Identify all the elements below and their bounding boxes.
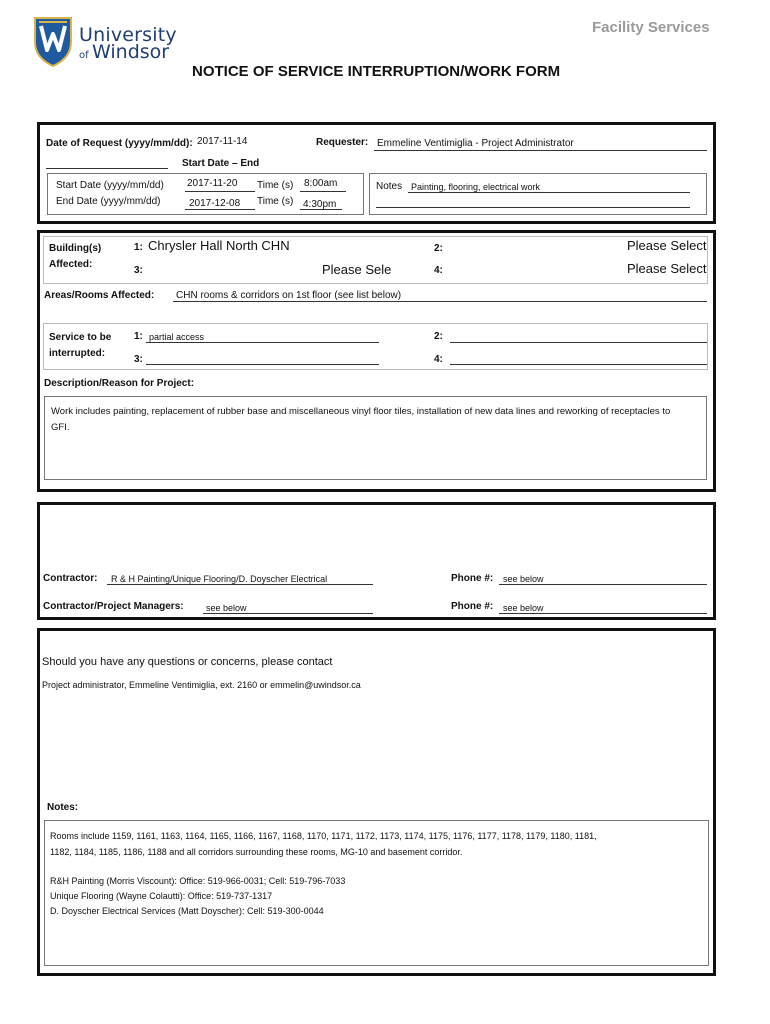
- end-time-label: Time (s): [257, 196, 294, 207]
- service-3-field[interactable]: [146, 364, 379, 365]
- end-date-underline: [185, 209, 255, 210]
- description-text: Work includes painting, replacement of rubber base and miscellaneous vinyl floor tiles, installation of new data lines and reworking of receptacles to GFI.: [51, 406, 671, 433]
- start-end-label: Start Date – End: [182, 158, 260, 169]
- buildings-label-line1: Building(s): [49, 243, 102, 254]
- building-3-number: 3:: [134, 265, 143, 276]
- building-2-select[interactable]: Please Select: [627, 238, 707, 253]
- service-2-field[interactable]: [450, 342, 707, 343]
- managers-phone-field[interactable]: see below: [503, 603, 544, 613]
- start-date-underline: [185, 191, 255, 192]
- rooms-line-2: 1182, 1184, 1185, 1186, 1188 and all corridors surrounding these rooms, MG-10 and basement corridor.: [50, 847, 463, 857]
- date-of-request-field[interactable]: 2017-11-14: [197, 136, 248, 147]
- contractor-phone-underline: [499, 584, 707, 585]
- form-title: NOTICE OF SERVICE INTERRUPTION/WORK FORM: [192, 63, 561, 80]
- notes-underline-2: [376, 207, 690, 208]
- building-3-select-clip: [322, 261, 392, 279]
- service-4-number: 4:: [434, 354, 443, 365]
- notes-section-label: Notes:: [47, 802, 79, 813]
- contractor-phone-field[interactable]: see below: [503, 574, 544, 584]
- managers-phone-underline: [499, 613, 707, 614]
- end-time-field[interactable]: 4:30pm: [303, 199, 337, 210]
- service-label-line1: Service to be: [49, 332, 112, 343]
- managers-underline: [203, 613, 373, 614]
- end-date-field[interactable]: 2017-12-08: [189, 198, 241, 209]
- building-1-select[interactable]: Chrysler Hall North CHN: [148, 238, 290, 253]
- start-date-label: Start Date (yyyy/mm/dd): [56, 180, 164, 191]
- notes-label: Notes: [376, 181, 403, 192]
- notes-field[interactable]: Painting, flooring, electrical work: [411, 182, 541, 192]
- service-label-line2: interrupted:: [49, 348, 106, 359]
- building-4-select[interactable]: Please Select: [627, 261, 707, 276]
- contractor-label: Contractor:: [43, 573, 98, 584]
- contact-person: Project administrator, Emmeline Ventimiglia, ext. 2160 or emmelin@uwindsor.ca: [42, 680, 361, 690]
- requester-underline: [374, 150, 707, 151]
- contact-doyscher-electrical: D. Doyscher Electrical Services (Matt Doyscher): Cell: 519-300-0044: [50, 906, 324, 916]
- logo-windsor: Windsor: [92, 41, 170, 63]
- building-4-number: 4:: [434, 265, 443, 276]
- contractor-field[interactable]: R & H Painting/Unique Flooring/D. Doyscher Electrical: [111, 574, 328, 584]
- contractor-phone-label: Phone #:: [451, 573, 494, 584]
- managers-label: Contractor/Project Managers:: [43, 601, 184, 612]
- areas-label: Areas/Rooms Affected:: [44, 290, 155, 301]
- logo-university: University: [79, 24, 177, 46]
- building-2-number: 2:: [434, 243, 443, 254]
- end-time-underline: [300, 209, 342, 210]
- buildings-label-line2: Affected:: [49, 259, 93, 270]
- rooms-line-1: Rooms include 1159, 1161, 1163, 1164, 1165, 1166, 1167, 1168, 1170, 1171, 1172, 1173, 1174, 1175, 1176, 1177, 1178, 1179, 1180, 1181,: [50, 831, 597, 841]
- building-3-select[interactable]: Please Sele: [322, 262, 392, 277]
- notes-subbox: [369, 173, 707, 215]
- service-1-underline: [146, 342, 379, 343]
- date-of-request-label: Date of Request (yyyy/mm/dd):: [46, 138, 193, 149]
- managers-phone-label: Phone #:: [451, 601, 494, 612]
- contact-intro: Should you have any questions or concerns, please contact: [42, 656, 333, 668]
- areas-underline: [173, 301, 707, 302]
- date-underline: [46, 168, 168, 169]
- areas-field[interactable]: CHN rooms & corridors on 1st floor (see list below): [176, 290, 402, 301]
- service-1-field[interactable]: partial access: [149, 332, 205, 342]
- start-time-label: Time (s): [257, 180, 294, 191]
- shield-logo-icon: [33, 16, 73, 68]
- service-2-number: 2:: [434, 331, 443, 342]
- requester-field[interactable]: Emmeline Ventimiglia - Project Administrator: [377, 138, 574, 149]
- logo-of: of: [79, 50, 89, 61]
- start-date-field[interactable]: 2017-11-20: [187, 178, 238, 189]
- contact-rh-painting: R&H Painting (Morris Viscount): Office: 519-966-0031; Cell: 519-796-7033: [50, 876, 346, 886]
- requester-label: Requester:: [316, 137, 369, 148]
- building-1-number: 1:: [134, 242, 143, 253]
- service-1-number: 1:: [134, 331, 143, 342]
- notes-underline-1: [408, 192, 690, 193]
- contact-unique-flooring: Unique Flooring (Wayne Colautti): Office: 519-737-1317: [50, 891, 273, 901]
- description-label: Description/Reason for Project:: [44, 378, 195, 389]
- service-3-number: 3:: [134, 354, 143, 365]
- start-time-field[interactable]: 8:00am: [304, 178, 338, 189]
- managers-field[interactable]: see below: [206, 603, 247, 613]
- start-time-underline: [300, 191, 346, 192]
- contractor-underline: [107, 584, 373, 585]
- service-4-field[interactable]: [450, 364, 707, 365]
- department-name: Facility Services: [592, 19, 710, 36]
- end-date-label: End Date (yyyy/mm/dd): [56, 196, 161, 207]
